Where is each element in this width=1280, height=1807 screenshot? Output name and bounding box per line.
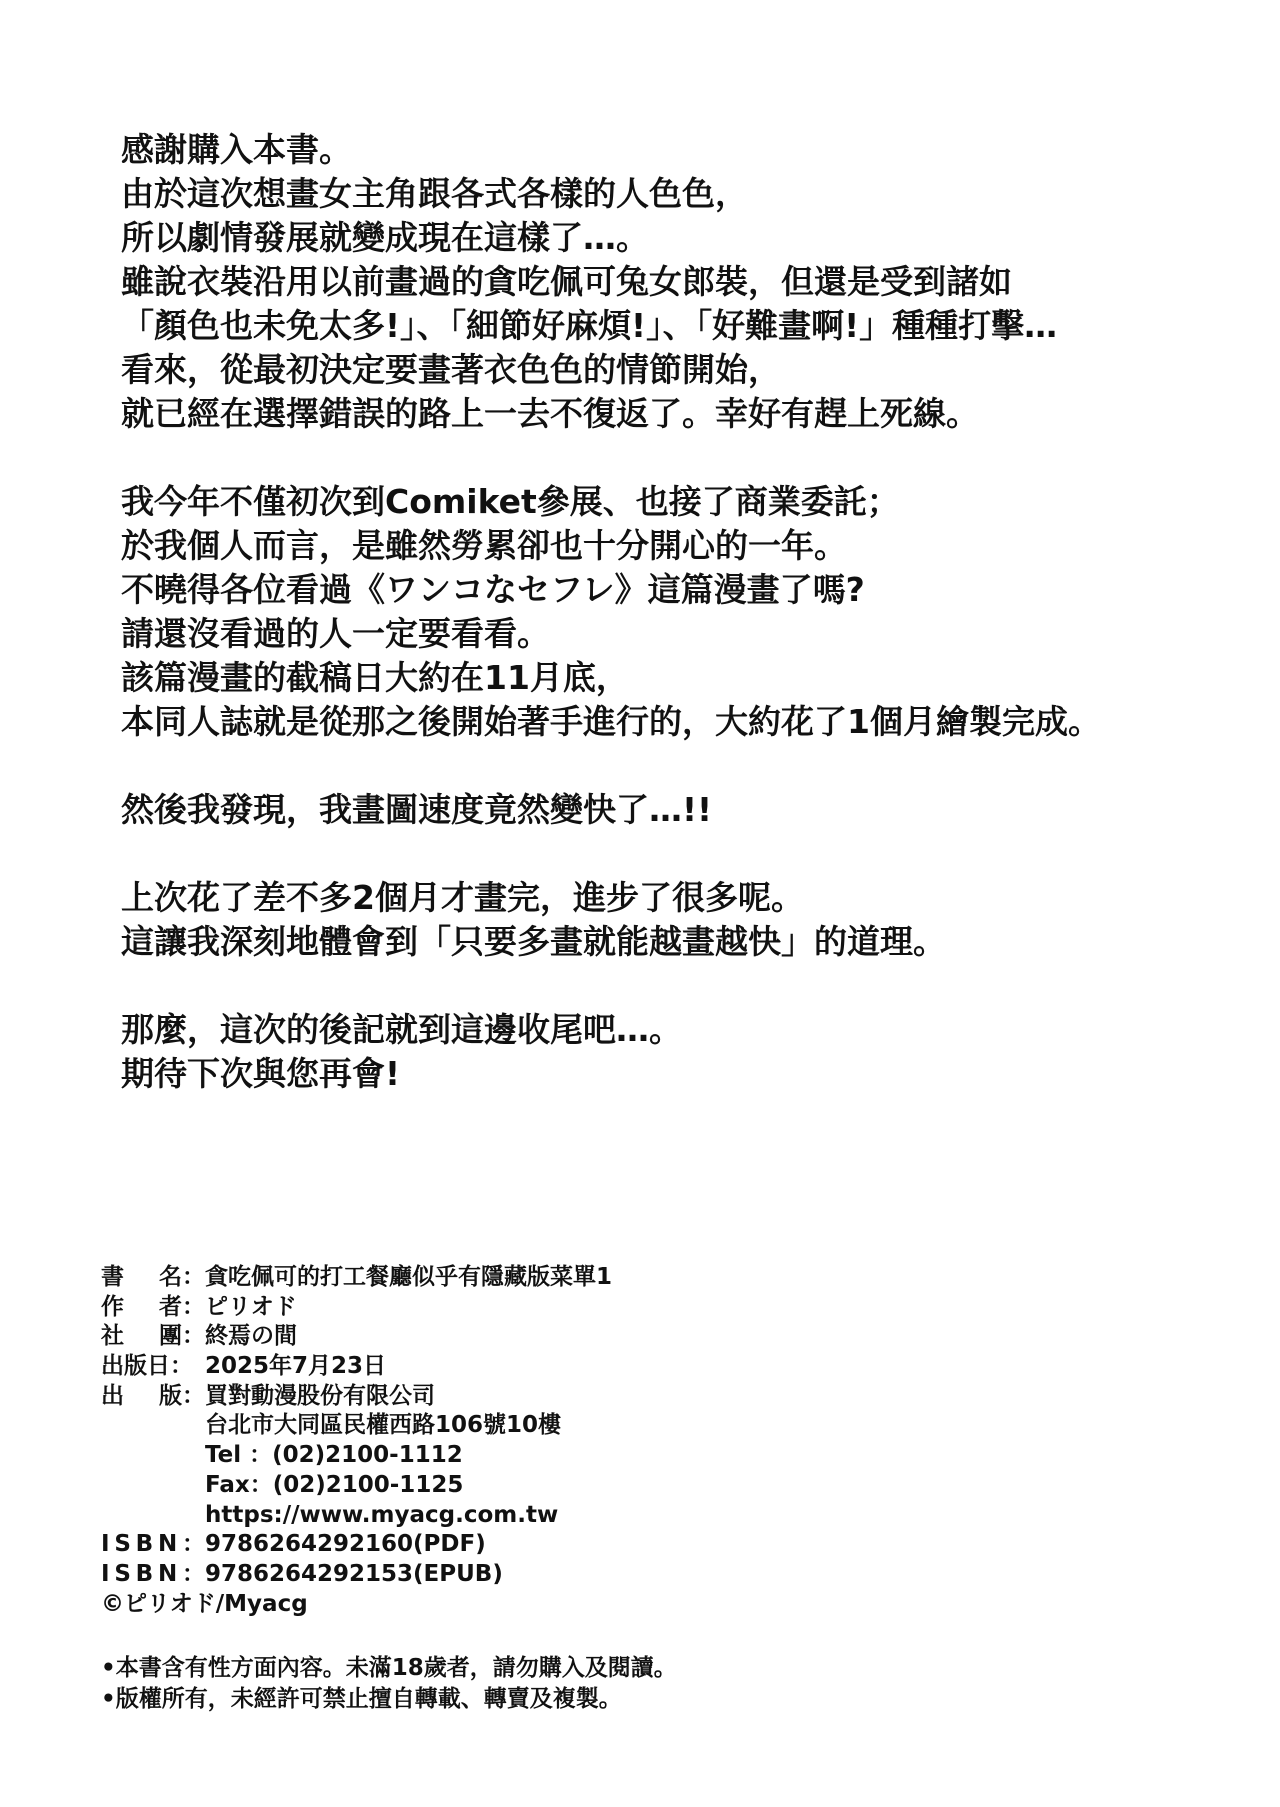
colophon-isbn-epub	[101, 1560, 612, 1590]
colophon-isbn-pdf	[101, 1530, 612, 1560]
label-char: I	[101, 1531, 110, 1558]
label-text: 出版日：	[101, 1353, 193, 1380]
label-char: 書	[101, 1264, 124, 1290]
afterword-line: 看來，從最初決定要畫著衣色色的情節開始，	[121, 350, 781, 389]
publisher-address: 台北市大同區民權西路106號10樓	[205, 1412, 562, 1439]
copyright: ©ピリオド/Myacg	[101, 1590, 308, 1617]
label-char: B	[135, 1560, 154, 1587]
afterword-line: 上次花了差不多2個月才畫完，進步了很多呢。	[121, 878, 804, 917]
publisher-fax: Fax：(02)2100-1125	[205, 1471, 464, 1498]
publisher-tel: Tel ：(02)2100-1112	[205, 1442, 463, 1469]
afterword-line: 感謝購入本書。	[121, 130, 352, 169]
afterword-line: 不曉得各位看過《ワンコなセフレ》這篇漫畫了嗎?	[121, 570, 865, 609]
author-name: ピリオド	[205, 1293, 297, 1320]
afterword-line: 「顏色也未免太多!」、「細節好麻煩!」、「好難畫啊!」種種打擊…	[121, 306, 1058, 345]
afterword	[121, 128, 1101, 1096]
circle-name: 終焉の間	[205, 1323, 297, 1350]
note-copyright: •版權所有，未經許可禁止擅自轉載、轉賣及複製。	[101, 1686, 622, 1712]
afterword-line: 那麼，這次的後記就到這邊收尾吧…。	[121, 1010, 682, 1049]
label-char: 作	[101, 1293, 124, 1320]
paragraph-gap	[121, 964, 1101, 1008]
afterword-line: 然後我發現，我畫圖速度竟然變快了…!!	[121, 790, 713, 829]
isbn-epub: 9786264292153(EPUB)	[205, 1560, 503, 1587]
label-char: 社	[101, 1323, 124, 1350]
label-char: N	[157, 1560, 178, 1587]
afterword-line: 於我個人而言，是雖然勞累卻也十分開心的一年。	[121, 526, 847, 565]
afterword-line: 就已經在選擇錯誤的路上一去不復返了。幸好有趕上死線。	[121, 394, 979, 433]
afterword-line: 請還沒看過的人一定要看看。	[121, 614, 550, 653]
publisher-url: https://www.myacg.com.tw	[205, 1501, 559, 1528]
colophon-publisher	[101, 1382, 612, 1412]
colophon-author	[101, 1293, 612, 1323]
afterword-line: 雖說衣裝沿用以前畫過的貪吃佩可兔女郎裝，但還是受到諸如	[121, 262, 1012, 301]
book-title: 貪吃佩可的打工餐廳似乎有隱藏版菜單1	[205, 1264, 613, 1290]
afterword-line: 這讓我深刻地體會到「只要多畫就能越畫越快」的道理。	[121, 922, 946, 961]
label-char: ：	[181, 1560, 205, 1587]
paragraph-gap	[121, 744, 1101, 788]
publish-date: 2025年7月23日	[205, 1353, 387, 1380]
afterword-line: 由於這次想畫女主角跟各式各樣的人色色，	[121, 174, 748, 213]
label-char: I	[101, 1560, 110, 1587]
label-char: 出	[101, 1382, 124, 1409]
afterword-line: 該篇漫畫的截稿日大約在11月底，	[121, 658, 629, 697]
label-char: 名：	[159, 1264, 205, 1290]
colophon-title	[101, 1263, 612, 1293]
label-char: 團：	[159, 1323, 205, 1350]
label-char: 版：	[159, 1382, 205, 1409]
label-char: S	[114, 1560, 131, 1587]
colophon-date	[101, 1352, 612, 1382]
afterword-line: 期待下次與您再會!	[121, 1054, 401, 1093]
note-age-restriction: •本書含有性方面內容。未滿18歲者，請勿購入及閱讀。	[101, 1655, 677, 1681]
label-char: S	[114, 1531, 131, 1558]
isbn-pdf: 9786264292160(PDF)	[205, 1531, 486, 1558]
colophon-circle	[101, 1322, 612, 1352]
publisher-name: 買對動漫股份有限公司	[205, 1382, 435, 1409]
paragraph-gap	[121, 436, 1101, 480]
afterword-line: 我今年不僅初次到Comiket參展、也接了商業委託；	[121, 482, 900, 521]
label-char: N	[157, 1531, 178, 1558]
label-char: 者：	[159, 1293, 205, 1320]
label-char: ：	[181, 1531, 205, 1558]
afterword-line: 所以劇情發展就變成現在這樣了…。	[121, 218, 649, 257]
notes	[101, 1653, 677, 1715]
afterword-line: 本同人誌就是從那之後開始著手進行的，大約花了1個月繪製完成。	[121, 702, 1101, 741]
colophon	[101, 1263, 612, 1619]
label-char: B	[135, 1531, 154, 1558]
paragraph-gap	[121, 832, 1101, 876]
